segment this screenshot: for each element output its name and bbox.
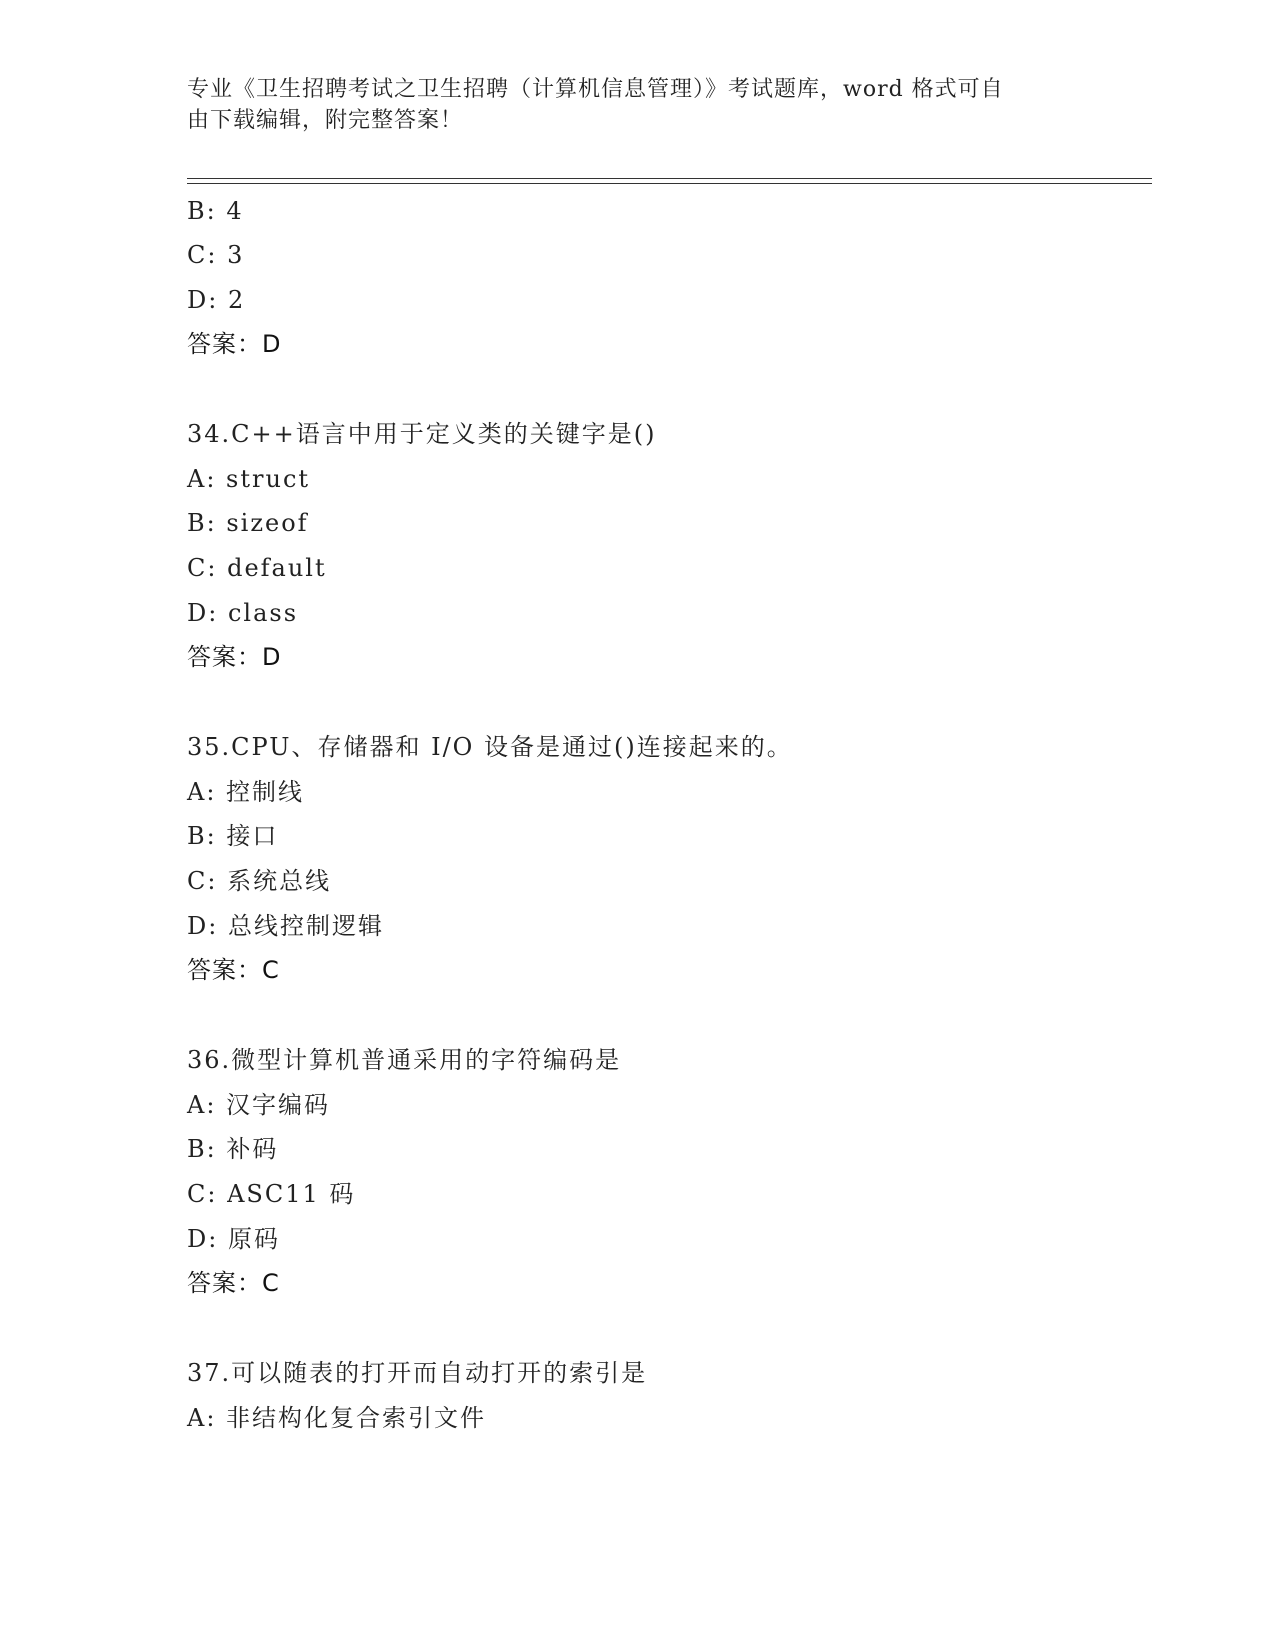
header-line-1: 专业《卫生招聘考试之卫生招聘（计算机信息管理）》考试题库，word 格式可自 — [187, 77, 1004, 102]
header-divider-top — [187, 178, 1152, 179]
question-35-option-d: D: 总线控制逻辑 — [187, 912, 384, 940]
question-34-option-b: B: sizeof — [187, 509, 309, 537]
question-36-option-d: D: 原码 — [187, 1225, 280, 1253]
question-36-stem: 36.微型计算机普通采用的字符编码是 — [187, 1046, 622, 1074]
header-line-2: 由下载编辑，附完整答案！ — [187, 108, 464, 133]
prev-option-d: D: 2 — [187, 286, 246, 314]
question-37-option-a: A: 非结构化复合索引文件 — [187, 1404, 487, 1432]
prev-option-c: C: 3 — [187, 241, 245, 269]
question-35-option-b: B: 接口 — [187, 822, 279, 850]
question-35-answer: 答案：C — [187, 956, 280, 984]
question-36-option-b: B: 补码 — [187, 1135, 279, 1163]
question-36-answer: 答案：C — [187, 1269, 280, 1297]
question-36-option-c: C: ASC11 码 — [187, 1180, 356, 1208]
question-34-answer: 答案：D — [187, 643, 282, 671]
question-34-stem: 34.C++语言中用于定义类的关键字是() — [187, 420, 657, 448]
question-34-option-a: A: struct — [187, 465, 311, 493]
question-35-option-a: A: 控制线 — [187, 778, 305, 806]
question-34-option-d: D: class — [187, 599, 299, 627]
prev-answer: 答案：D — [187, 330, 282, 358]
document-header — [187, 74, 1087, 136]
question-36-option-a: A: 汉字编码 — [187, 1091, 331, 1119]
question-34-option-c: C: default — [187, 554, 327, 582]
header-divider-bottom — [187, 183, 1152, 184]
question-35-stem: 35.CPU、存储器和 I/O 设备是通过()连接起来的。 — [187, 733, 793, 761]
question-37-stem: 37.可以随表的打开而自动打开的索引是 — [187, 1359, 648, 1387]
question-35-option-c: C: 系统总线 — [187, 867, 332, 895]
prev-option-b: B: 4 — [187, 197, 244, 225]
